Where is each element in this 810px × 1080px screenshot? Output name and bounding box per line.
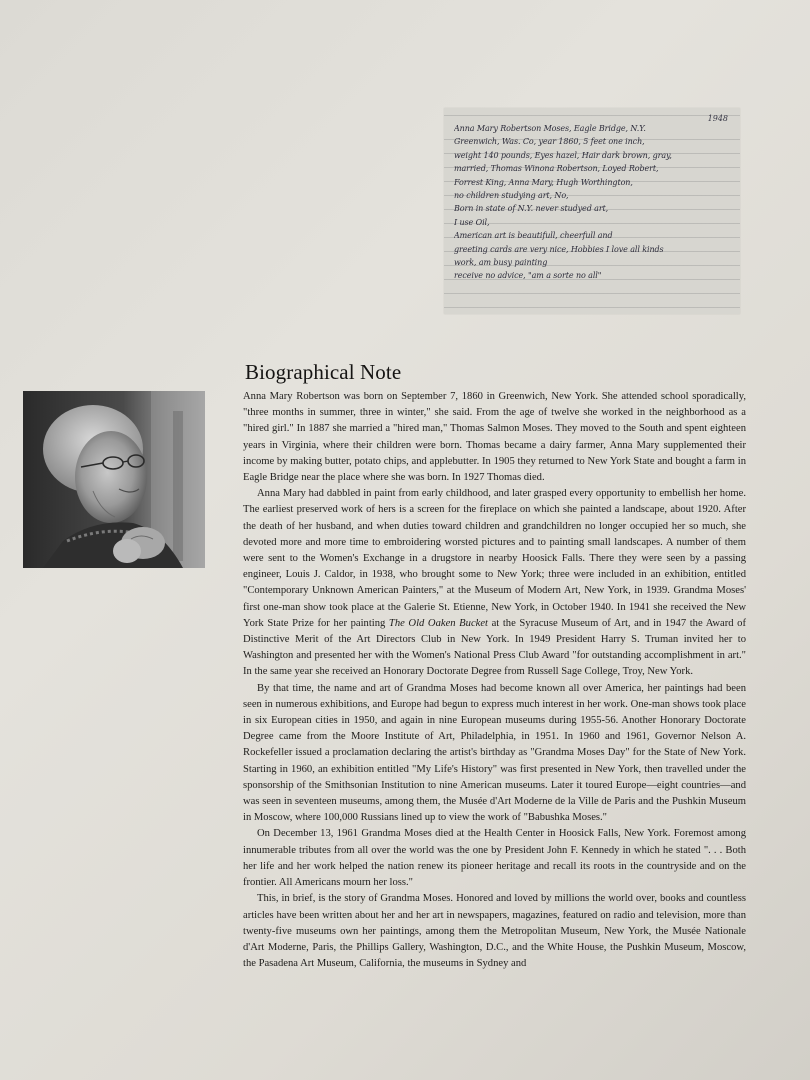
note-line: Anna Mary Robertson Moses, Eagle Bridge, N.Y. [454, 124, 646, 133]
paragraph: By that time, the name and art of Grandma Moses had become known all over America, her paintings had been seen in numerous exhibitions, and Europe had begun to express much interest in her work. One-man shows took place in six European cities in 1950, and again in nine European museums during 1955-56. Another Honorary Doctorate Degree came from the Moore Institute of Art, Philadelphia, in 1951. In 1960 and 1961, Governor Nelson A. Rockefeller issued a proclamation declaring the artist's birthday as "Grandma Moses Day" for the State of New York. Starting in 1960, an exhibition entitled "My Life's History" was first presented in New York, then travelled under the sponsorship of the Smithsonian Institution to nine American museums. Later it toured Europe—eight countries—and was seen in seventeen museums, among them, the Musée d'Art Moderne de la Ville de Paris and the Pushkin Museum in Moscow, where 100,000 Russians lined up to view the work of "Babushka Moses." [243, 682, 746, 824]
note-line: receive no advice, "am a sorte no all" [454, 271, 602, 281]
note-line: Born in state of N.Y. never studyed art, [454, 204, 609, 214]
paragraph-text: at the Syracuse Museum of Art, and in 1947 the Award of Distinctive Merit of the Art Directors Club in New York. In 1949 President Harry S. Truman invited her to Washington and presented her with the Women's National Press Club Award "for outstanding accomplishment in art." In the same year she received an Honorary Doctorate Degree from Russell Sage College, Troy, New York. [243, 617, 746, 678]
paragraph-text: Anna Mary had dabbled in paint from early childhood, and later grasped every opportunity to embellish her home. The earliest preserved work of hers is a screen for the fireplace on which she painted a landscape, about 1920. After the death of her husband, and when duties toward children and grandchildren no longer occupied her so much, she devoted more and more time to embroidering worsted pictures and to painting small landscapes. A number of them were sent to the Women's Exchange in a drugstore in nearby Hoosick Falls. There they were seen by a passing engineer, Louis J. Caldor, in 1938, who brought some to New York; three were included in an exhibition, entitled "Contemporary Unknown American Painters," at the Museum of Modern Art, New York, in 1939. Grandma Moses' first one-man show took place at the Galerie St. Etienne, New York, in October 1940. In 1941 she received the New York State Prize for her painting [243, 488, 746, 629]
note-line: weight 140 pounds, Eyes hazel, Hair dark brown, gray, [454, 150, 672, 160]
paragraph: Anna Mary Robertson was born on September 7, 1860 in Greenwich, New York. She attended school sporadically, "three months in summer, three in winter," she said. From the age of twelve she worked in the neighborhood as a "hired girl." In 1887 she married a "hired man," Thomas Salmon Moses. They moved to the South and spent eighteen years in Virginia, where their children were born. Thomas became a dairy farmer, Anna Mary supplemented their income by making butter, potato chips, and applebutter. In 1905 they returned to New York State and bought a farm in Eagle Bridge near the place where she was born. In 1927 Thomas died. [243, 391, 746, 484]
paragraph: This, in brief, is the story of Grandma Moses. Honored and loved by millions the world over, books and countless articles have been written about her and her art in newspapers, magazines, featured on radio and television, more than twenty-five museums own her paintings, among them the Metropolitan Museum, New York, the Musée Nationale d'Art Moderne, Paris, the Phillips Gallery, Washington, D.C., and the White House, the Pushkin Museum, Moscow, the Pasadena Art Museum, California, the museums in Sydney and [243, 893, 746, 970]
portrait-photo [23, 391, 205, 568]
note-lines [454, 122, 736, 283]
note-line: Greenwich, Was. Co, year 1860, 5 feet one inch, [454, 137, 645, 147]
note-line: Forrest King, Anna Mary, Hugh Worthington, [454, 177, 633, 187]
note-line: no children studying art, No, [454, 191, 569, 201]
painting-title: The Old Oaken Bucket [388, 617, 488, 629]
biography-text [243, 389, 746, 972]
note-year: 1948 [707, 114, 728, 123]
note-line: American art is beautifull, cheerfull and [454, 231, 613, 241]
paragraph: On December 13, 1961 Grandma Moses died at the Health Center in Hoosick Falls, New York. Foremost among innumerable tributes from all over the world was the one by President John F. Kennedy in which he stated ". . . Both her life and her work helped the nation renew its pioneer heritage and recall its roots in the countryside and on the frontier. All Americans mourn her loss." [243, 828, 746, 889]
note-line: married, Thomas Winona Robertson, Loyed Robert, [454, 164, 659, 174]
handwritten-note [444, 108, 740, 314]
paragraph [243, 486, 746, 680]
note-line: greeting cards are very nice, Hobbies I love all kinds [454, 244, 664, 254]
page-title: Biographical Note [245, 360, 402, 384]
note-line: I use Oil, [454, 217, 490, 227]
portrait-image [23, 391, 205, 568]
note-line: work, am busy painting [454, 258, 548, 268]
